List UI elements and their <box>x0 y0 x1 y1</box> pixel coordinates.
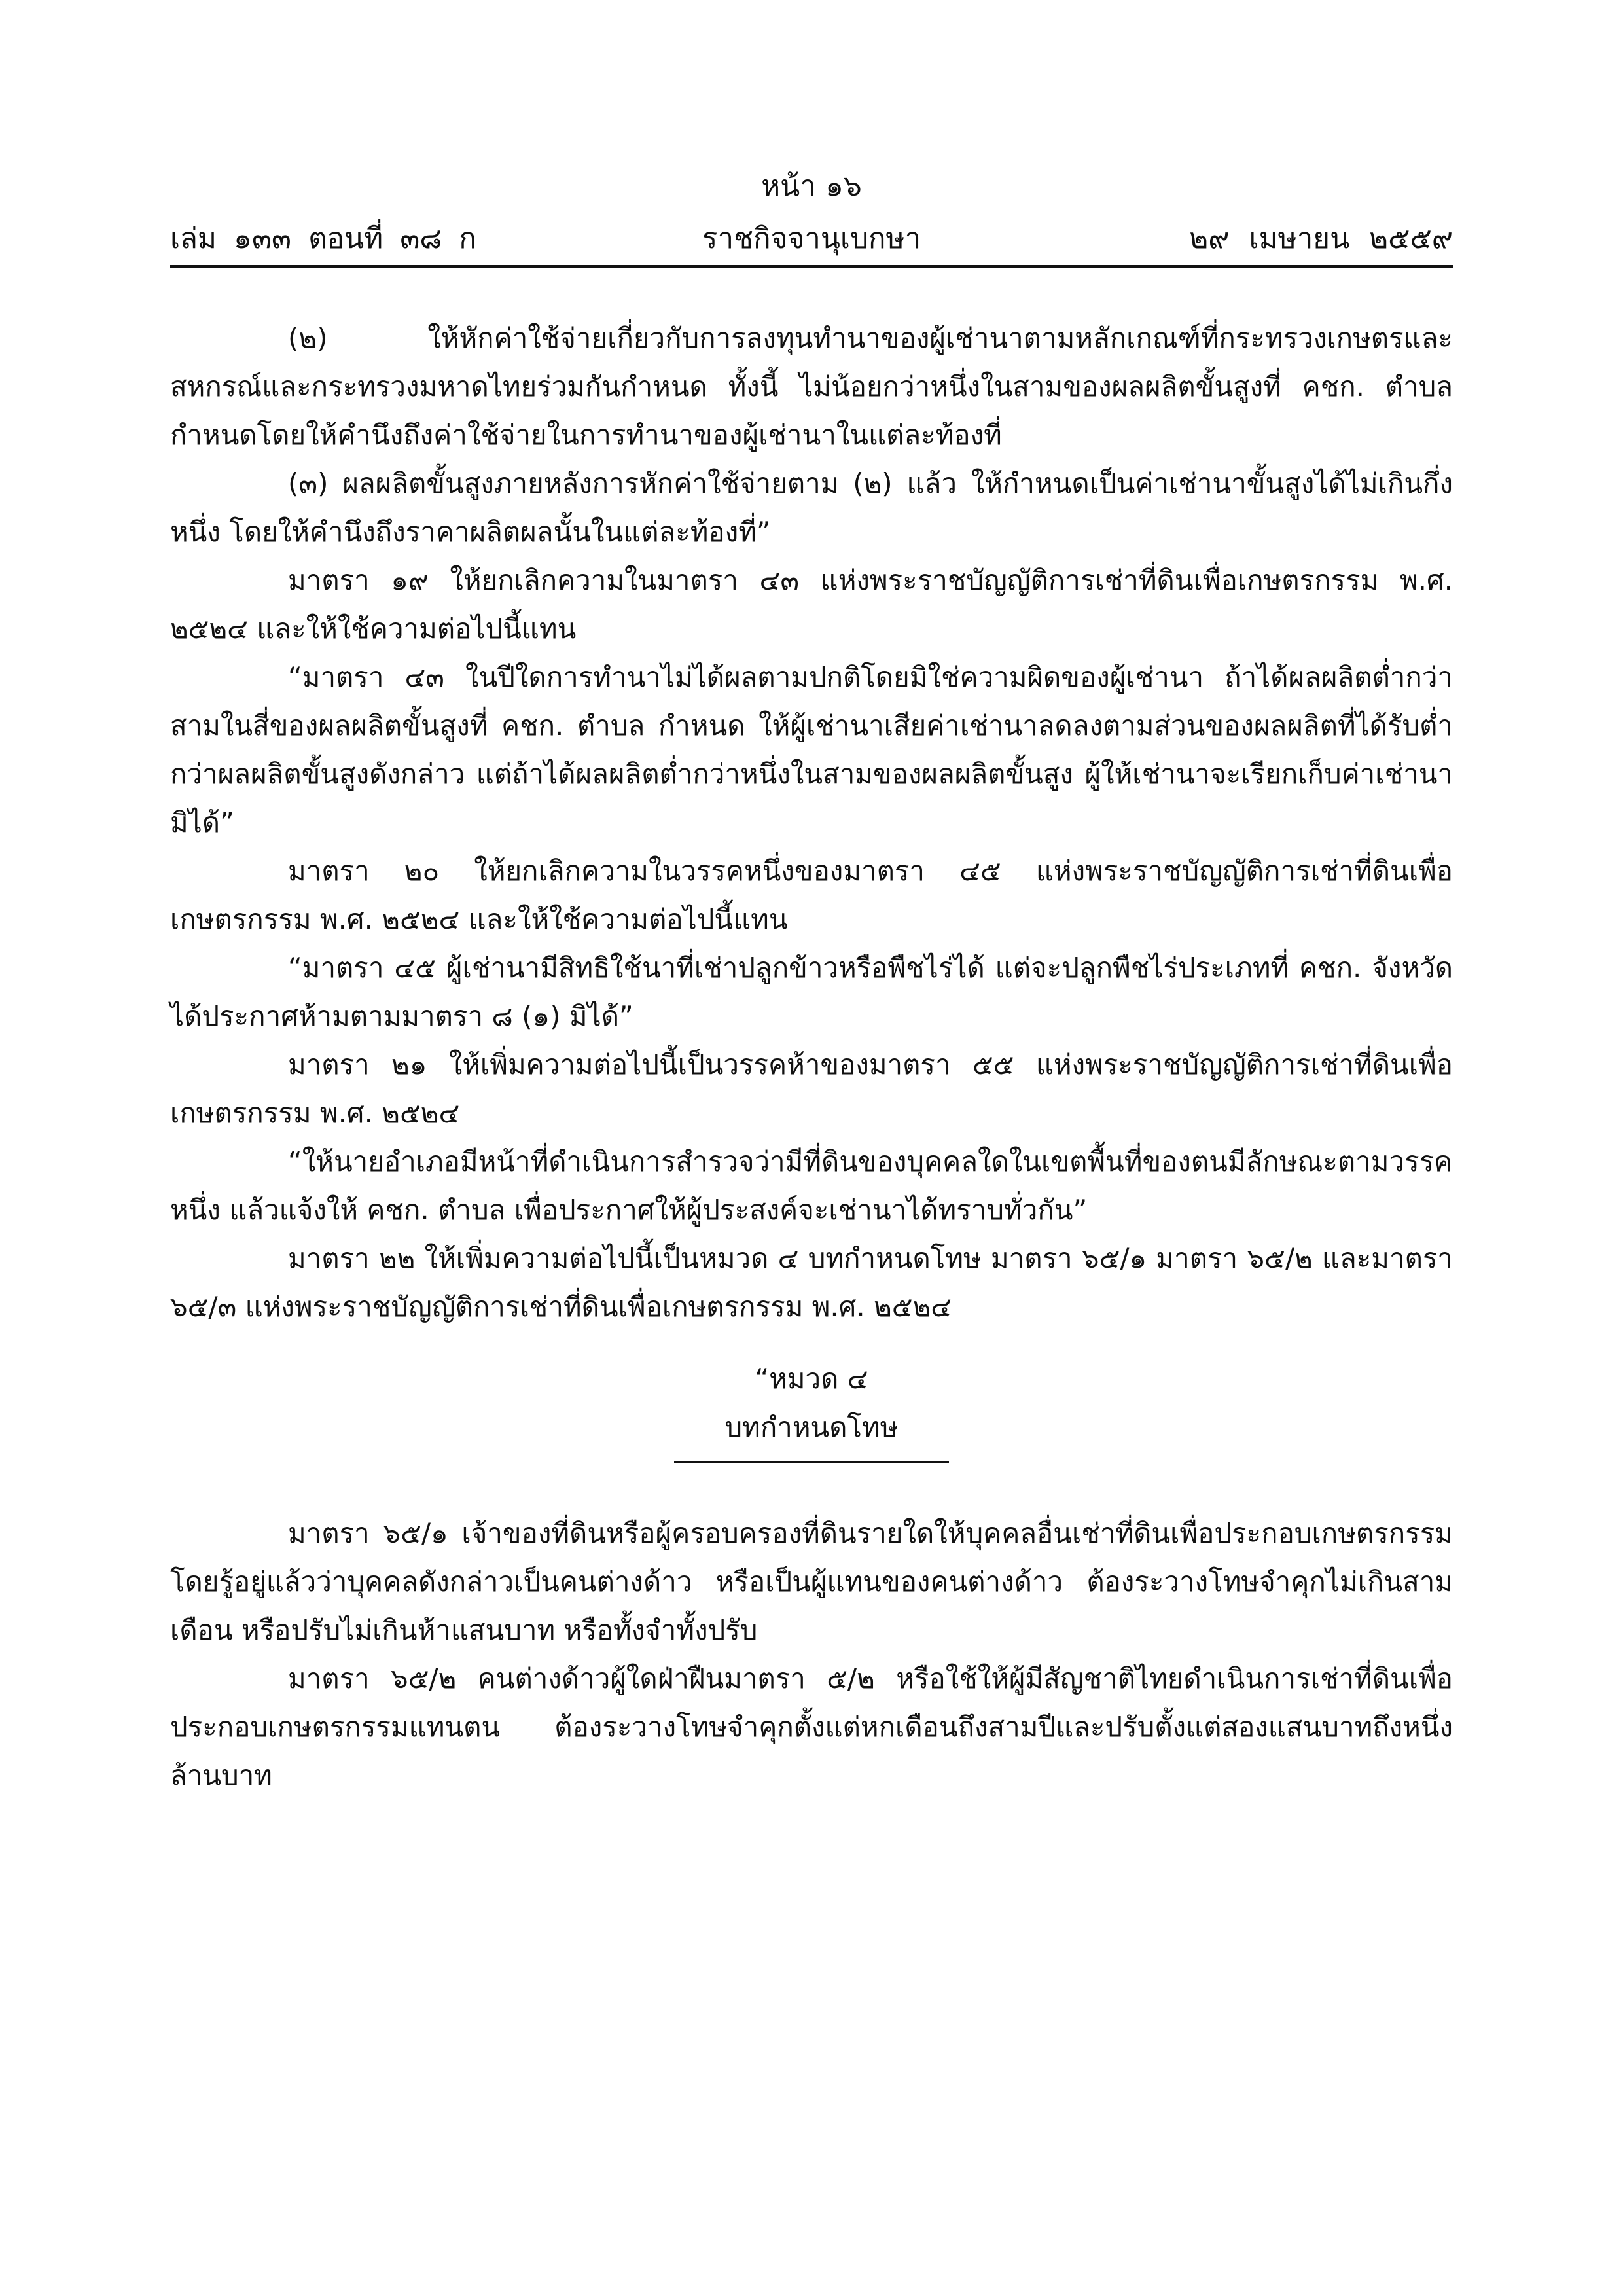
paragraph: (๓) ผลผลิตขั้นสูงภายหลังการหักค่าใช้จ่ายตาม (๒) แล้ว ให้กำหนดเป็นค่าเช่านาขั้นสูงได้ไม่เกินกึ่งหนึ่ง โดยให้คำนึงถึงราคาผลิตผลนั้นในแต่ละท้องที่” <box>170 467 1453 548</box>
document-body <box>170 314 1453 1800</box>
paragraph: มาตรา ๒๐ ให้ยกเลิกความในวรรคหนึ่งของมาตรา ๔๕ แห่งพระราชบัญญัติการเช่าที่ดินเพื่อเกษตรกรรม พ.ศ. ๒๕๒๔ และให้ใช้ความต่อไปนี้แทน <box>170 855 1453 935</box>
publication-date <box>1169 216 1453 262</box>
chapter-number: “หมวด ๔ <box>755 1363 868 1395</box>
section-number: ๓๘ <box>400 222 442 255</box>
paragraph: “มาตรา ๔๕ ผู้เช่านามีสิทธิใช้นาที่เช่าปลูกข้าวหรือพืชไร่ได้ แต่จะปลูกพืชไร่ประเภทที่ คชก. จังหวัด ได้ประกาศห้ามตามมาตรา ๘ (๑) มิได้” <box>170 952 1453 1032</box>
volume-label: เล่ม <box>170 222 217 255</box>
paragraph: (๒) ให้หักค่าใช้จ่ายเกี่ยวกับการลงทุนทำนาของผู้เช่านาตามหลักเกณฑ์ที่กระทรวงเกษตรและสหกรณ์และกระทรวงมหาดไทยร่วมกันกำหนด ทั้งนี้ ไม่น้อยกว่าหนึ่งในสามของผลผลิตขั้นสูงที่ คชก. ตำบล กำหนดโดยให้คำนึงถึงค่าใช้จ่ายในการทำนาของผู้เช่านาในแต่ละท้องที่ <box>170 322 1453 451</box>
date-day: ๒๙ <box>1189 222 1230 255</box>
paragraph: มาตรา ๒๒ ให้เพิ่มความต่อไปนี้เป็นหมวด ๔ บทกำหนดโทษ มาตรา ๖๕/๑ มาตรา ๖๕/๒ และมาตรา ๖๕/๓ แห่งพระราชบัญญัติการเช่าที่ดินเพื่อเกษตรกรรม พ.ศ. ๒๕๒๔ <box>170 1242 1453 1323</box>
publication-name: ราชกิจจานุเบกษา <box>702 222 921 255</box>
page-number: หน้า ๑๖ <box>761 170 862 203</box>
volume-number: ๑๓๓ <box>234 222 292 255</box>
paragraph: มาตรา ๒๑ ให้เพิ่มความต่อไปนี้เป็นวรรคห้าของมาตรา ๕๕ แห่งพระราชบัญญัติการเช่าที่ดินเพื่อเกษตรกรรม พ.ศ. ๒๕๒๔ <box>170 1049 1453 1129</box>
section-label: ตอนที่ <box>308 222 383 255</box>
chapter-title: บทกำหนดโทษ <box>724 1411 899 1443</box>
date-month: เมษายน <box>1249 222 1350 255</box>
section-letter: ก <box>459 222 476 255</box>
date-year: ๒๕๕๙ <box>1369 222 1453 255</box>
header-divider <box>170 265 1453 268</box>
chapter-divider <box>674 1461 949 1463</box>
paragraph: มาตรา ๖๕/๑ เจ้าของที่ดินหรือผู้ครอบครองที่ดินรายใดให้บุคคลอื่นเช่าที่ดินเพื่อประกอบเกษตรกรรมโดยรู้อยู่แล้วว่าบุคคลดังกล่าวเป็นคนต่างด้าว หรือเป็นผู้แทนของคนต่างด้าว ต้องระวางโทษจำคุกไม่เกินสามเดือน หรือปรับไม่เกินห้าแสนบาท หรือทั้งจำทั้งปรับ <box>170 1517 1453 1646</box>
paragraph: มาตรา ๖๕/๒ คนต่างด้าวผู้ใดฝ่าฝืนมาตรา ๕/๒ หรือใช้ให้ผู้มีสัญชาติไทยดำเนินการเช่าที่ดินเพื่อประกอบเกษตรกรรมแทนตน ต้องระวางโทษจำคุกตั้งแต่หกเดือนถึงสามปีและปรับตั้งแต่สองแสนบาทถึงหนึ่งล้านบาท <box>170 1662 1453 1791</box>
paragraph: มาตรา ๑๙ ให้ยกเลิกความในมาตรา ๔๓ แห่งพระราชบัญญัติการเช่าที่ดินเพื่อเกษตรกรรม พ.ศ. ๒๕๒๔ และให้ใช้ความต่อไปนี้แทน <box>170 564 1453 645</box>
gazette-header <box>170 216 1453 262</box>
paragraph: “ให้นายอำเภอมีหน้าที่ดำเนินการสำรวจว่ามีที่ดินของบุคคลใดในเขตพื้นที่ของตนมีลักษณะตามวรรคหนึ่ง แล้วแจ้งให้ คชก. ตำบล เพื่อประกาศให้ผู้ประสงค์จะเช่านาได้ทราบทั่วกัน” <box>170 1145 1453 1226</box>
paragraph: “มาตรา ๔๓ ในปีใดการทำนาไม่ได้ผลตามปกติโดยมิใช่ความผิดของผู้เช่านา ถ้าได้ผลผลิตต่ำกว่าสามในสี่ของผลผลิตขั้นสูงที่ คชก. ตำบล กำหนด ให้ผู้เช่านาเสียค่าเช่านาลดลงตามส่วนของผลผลิตที่ได้รับต่ำกว่าผลผลิตขั้นสูงดังกล่าว แต่ถ้าได้ผลผลิตต่ำกว่าหนึ่งในสามของผลผลิตขั้นสูง ผู้ให้เช่านาจะเรียกเก็บค่าเช่านามิได้” <box>170 661 1453 838</box>
